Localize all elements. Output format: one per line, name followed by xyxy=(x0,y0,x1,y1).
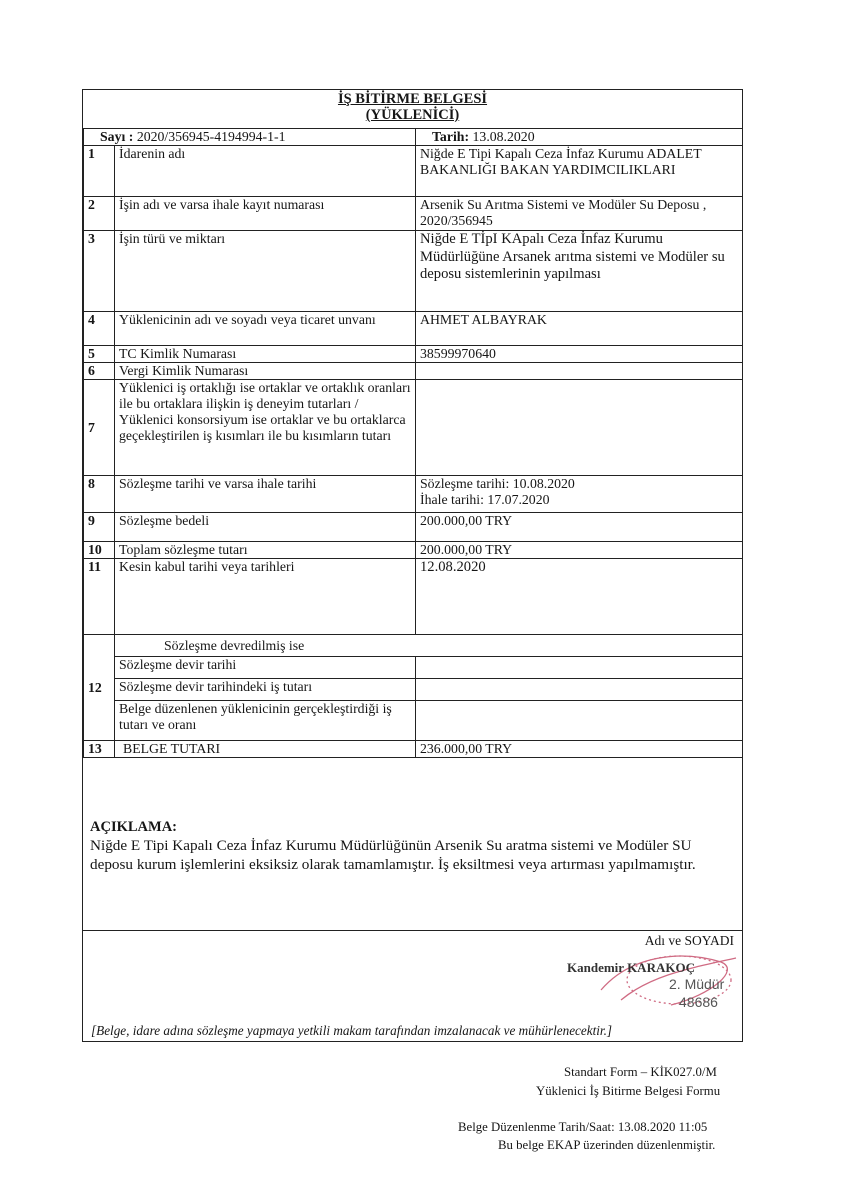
row-value xyxy=(416,701,743,741)
certificate-frame xyxy=(82,89,743,1042)
row-label: Yüklenicinin adı ve soyadı veya ticaret unvanı xyxy=(115,312,416,346)
table-row xyxy=(84,741,743,758)
document-title: İŞ BİTİRME BELGESİ xyxy=(337,91,488,107)
table-row xyxy=(84,542,743,559)
table-row xyxy=(84,513,743,542)
signature-name: Kandemir KARAKOÇ xyxy=(567,960,695,975)
table-row xyxy=(84,231,743,312)
row-number: 5 xyxy=(84,346,115,363)
row-value-secondary: İhale tarihi: 17.07.2020 xyxy=(420,492,550,507)
row-number: 6 xyxy=(84,363,115,380)
certificate-table xyxy=(83,128,743,758)
signature-label: Adı ve SOYADI xyxy=(644,933,734,948)
footer-created: Belge Düzenlenme Tarih/Saat: 13.08.2020 11:05 xyxy=(458,1120,708,1134)
row-label: İşin türü ve miktarı xyxy=(115,231,416,312)
row-label: Sözleşme devir tarihindeki iş tutarı xyxy=(115,679,416,701)
row-label: Kesin kabul tarihi veya tarihleri xyxy=(115,559,416,635)
signature-title: 2. Müdür xyxy=(669,976,725,992)
row-label: Sözleşme devir tarihi xyxy=(115,657,416,679)
row-number: 12 xyxy=(84,635,115,741)
footer-form-name: Yüklenici İş Bitirme Belgesi Formu xyxy=(536,1084,721,1098)
row-value: Niğde E Tipi Kapalı Ceza İnfaz Kurumu ADALET BAKANLIĞI BAKAN YARDIMCILIKLARI xyxy=(416,146,743,197)
table-row xyxy=(84,146,743,197)
row-number: 11 xyxy=(84,559,115,635)
aciklama-text: Niğde E Tipi Kapalı Ceza İnfaz Kurumu Müdürlüğünün Arsenik Su aratma sistemi ve Modüler SU deposu kurum işlemlerini eksiksiz olarak tamamlamıştır. İş eksiltmesi veya artırması yapılmamıştır. xyxy=(90,837,696,873)
row-value: 200.000,00 TRY xyxy=(416,542,743,559)
row-number: 1 xyxy=(84,146,115,197)
row-label: Vergi Kimlik Numarası xyxy=(115,363,416,380)
row12-heading-row xyxy=(84,635,743,657)
row-number: 9 xyxy=(84,513,115,542)
row-value: 12.08.2020 xyxy=(416,559,743,635)
row-value xyxy=(416,380,743,476)
table-row xyxy=(84,657,743,679)
signature-note: [Belge, idare adına sözleşme yapmaya yetkili makam tarafından imzalanacak ve mühürlenecektir.] xyxy=(91,1023,613,1038)
row-number: 7 xyxy=(84,380,115,476)
row-label: Toplam sözleşme tutarı xyxy=(115,542,416,559)
signature-number: 48686 xyxy=(679,994,718,1010)
row-value xyxy=(416,679,743,701)
tarih-label: Tarih: xyxy=(432,129,470,144)
row-value: Niğde E TİpI KApalı Ceza İnfaz Kurumu Müdürlüğüne Arsanek arıtma sistemi ve Modüler su deposu sistemlerinin yapılması xyxy=(416,231,743,312)
header-row xyxy=(84,129,743,146)
table-row xyxy=(84,312,743,346)
sayi-label: Sayı : xyxy=(100,129,134,144)
title-block xyxy=(83,90,742,128)
row-label: İdarenin adı xyxy=(115,146,416,197)
footer-form-code: Standart Form – KİK027.0/M xyxy=(564,1065,717,1079)
row-value: AHMET ALBAYRAK xyxy=(416,312,743,346)
table-row xyxy=(84,380,743,476)
row-label: BELGE TUTARI xyxy=(115,741,416,758)
table-row xyxy=(84,476,743,513)
row-number: 2 xyxy=(84,197,115,231)
signature-stamp xyxy=(561,950,746,1020)
tarih-value: 13.08.2020 xyxy=(472,129,535,144)
row-value: Sözleşme tarihi: 10.08.2020 xyxy=(420,476,575,491)
row-value: 38599970640 xyxy=(416,346,743,363)
row-label: Sözleşme bedeli xyxy=(115,513,416,542)
table-row xyxy=(84,559,743,635)
row-value xyxy=(416,363,743,380)
table-row xyxy=(84,346,743,363)
row-value: Arsenik Su Arıtma Sistemi ve Modüler Su Deposu , 2020/356945 xyxy=(416,197,743,231)
row-number: 4 xyxy=(84,312,115,346)
sayi-value: 2020/356945-4194994-1-1 xyxy=(136,129,286,144)
table-row xyxy=(84,363,743,380)
row-number: 10 xyxy=(84,542,115,559)
row-number: 8 xyxy=(84,476,115,513)
table-row xyxy=(84,701,743,741)
document-subtitle: (YÜKLENİCİ) xyxy=(365,107,460,123)
aciklama-title: AÇIKLAMA: xyxy=(90,819,177,835)
row-number: 13 xyxy=(84,741,115,758)
row12-heading: Sözleşme devredilmiş ise xyxy=(115,635,743,657)
row-value: 200.000,00 TRY xyxy=(416,513,743,542)
row-label: İşin adı ve varsa ihale kayıt numarası xyxy=(115,197,416,231)
table-row xyxy=(84,197,743,231)
table-row xyxy=(84,679,743,701)
row-label: Yüklenici iş ortaklığı ise ortaklar ve ortaklık oranları ile bu ortaklara ilişkin iş deneyim tutarları / Yüklenici konsorsiyum ise ortaklar ve bu ortaklarca geçekleştirilen iş kısımları ile bu kısımların tutarı xyxy=(115,380,416,476)
row-label: TC Kimlik Numarası xyxy=(115,346,416,363)
row-value: 236.000,00 TRY xyxy=(416,741,743,758)
row-label: Belge düzenlenen yüklenicinin gerçekleştirdiği iş tutarı ve oranı xyxy=(115,701,416,741)
row-value xyxy=(416,657,743,679)
signature-divider xyxy=(83,930,742,931)
footer-ekap: Bu belge EKAP üzerinden düzenlenmiştir. xyxy=(498,1138,716,1152)
row-number: 3 xyxy=(84,231,115,312)
row-label: Sözleşme tarihi ve varsa ihale tarihi xyxy=(115,476,416,513)
